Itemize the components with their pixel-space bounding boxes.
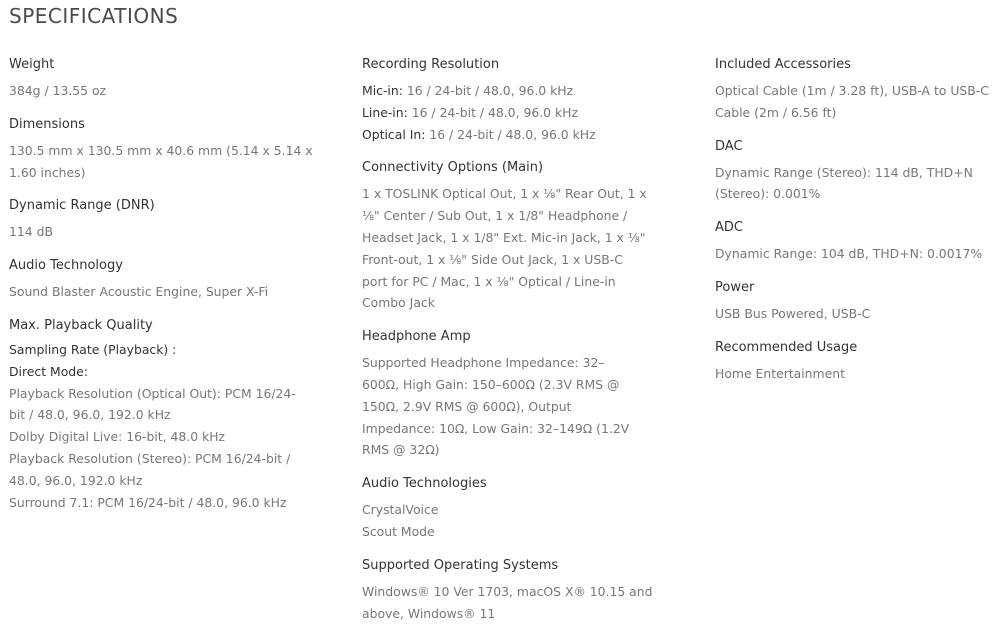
spec-dynamic-range <box>9 195 309 243</box>
spec-value-line: Headset Jack, 1 x 1/8" Ext. Mic-in Jack, 1 x ⅛" <box>362 229 646 245</box>
spec-value-line: ⅛" Center / Sub Out, 1 x 1/8" Headphone / <box>362 208 628 224</box>
spec-value-line: 114 dB <box>9 224 53 240</box>
spec-heading: Power <box>715 279 755 295</box>
spec-heading: Supported Operating Systems <box>362 557 559 573</box>
spec-value <box>715 363 995 385</box>
spec-heading: Audio Technology <box>9 258 123 274</box>
spec-value <box>362 80 652 145</box>
spec-value-line: (Stereo): 0.001% <box>715 186 821 202</box>
spec-value <box>9 221 309 243</box>
spec-value-line: Surround 7.1: PCM 16/24-bit / 48.0, 96.0 kHz <box>9 494 287 510</box>
spec-value-line: Dynamic Range (Stereo): 114 dB, THD+N <box>715 164 973 180</box>
spec-heading: Dynamic Range (DNR) <box>9 198 155 214</box>
spec-value <box>9 339 309 513</box>
spec-row-value: 16 / 24-bit / 48.0, 96.0 kHz <box>402 83 574 98</box>
spec-value-line: 600Ω, High Gain: 150–600Ω (2.3V RMS @ <box>362 376 620 392</box>
spec-recording-resolution <box>362 54 652 145</box>
spec-recommended-usage <box>715 337 995 385</box>
spec-value-line: USB Bus Powered, USB-C <box>715 305 871 321</box>
spec-heading: Included Accessories <box>715 57 851 72</box>
spec-row-label: Optical In: <box>362 126 426 142</box>
spec-heading: Max. Playback Quality <box>9 317 153 333</box>
spec-value-line: Cable (2m / 6.56 ft) <box>715 104 837 120</box>
spec-max-playback-quality <box>9 315 309 513</box>
spec-value <box>715 303 995 325</box>
spec-value-line <box>362 80 652 102</box>
spec-heading: ADC <box>715 220 743 236</box>
spec-sub-heading: Sampling Rate (Playback) : <box>9 341 177 357</box>
spec-heading: Audio Technologies <box>362 476 487 492</box>
spec-value-line: Scout Mode <box>362 523 435 539</box>
spec-value-line: Impedance: 10Ω, Low Gain: 32–149Ω (1.2V <box>362 420 630 436</box>
spec-row-value: 16 / 24-bit / 48.0, 96.0 kHz <box>407 104 578 120</box>
spec-value <box>362 499 652 543</box>
spec-heading: Dimensions <box>9 116 85 132</box>
spec-value-line: Windows® 10 Ver 1703, macOS X® 10.15 and <box>362 583 653 599</box>
spec-value-line: Dolby Digital Live: 16-bit, 48.0 kHz <box>9 429 226 445</box>
spec-power <box>715 277 995 325</box>
spec-value-line <box>362 102 652 124</box>
spec-included-accessories <box>715 54 995 124</box>
spec-row-value: 16 / 24-bit / 48.0, 96.0 kHz <box>425 126 596 142</box>
spec-sub-heading: Direct Mode: <box>9 363 88 379</box>
spec-value-line: bit / 48.0, 96.0, 192.0 kHz <box>9 407 171 423</box>
spec-value-line: Playback Resolution (Stereo): PCM 16/24-bit / <box>9 450 291 466</box>
spec-value-line: RMS @ 32Ω) <box>362 442 440 458</box>
spec-value <box>9 80 309 102</box>
spec-value-line: Playback Resolution (Optical Out): PCM 16/24- <box>9 385 296 401</box>
spec-value-line: 150Ω, 2.9V RMS @ 600Ω), Output <box>362 398 572 414</box>
spec-heading: Recommended Usage <box>715 339 858 355</box>
spec-value-line: Dynamic Range: 104 dB, THD+N: 0.0017% <box>715 246 983 262</box>
spec-weight <box>9 54 309 102</box>
spec-value <box>362 183 652 314</box>
spec-value <box>9 281 309 303</box>
spec-value-line: Home Entertainment <box>715 365 845 381</box>
spec-headphone-amp <box>362 326 652 461</box>
spec-value-line: CrystalVoice <box>362 502 439 518</box>
spec-value-line <box>362 124 652 146</box>
page-title: SPECIFICATIONS <box>9 4 179 28</box>
spec-value-line: 48.0, 96.0, 192.0 kHz <box>9 472 143 488</box>
spec-value <box>715 243 995 265</box>
spec-row-label: Line-in: <box>362 104 408 120</box>
spec-value <box>715 80 995 124</box>
spec-value-line: Supported Headphone Impedance: 32– <box>362 355 605 371</box>
spec-value-line: 130.5 mm x 130.5 mm x 40.6 mm (5.14 x 5.14 x <box>9 142 313 158</box>
spec-column-1 <box>9 54 313 525</box>
spec-value-line: above, Windows® 11 <box>362 605 496 621</box>
spec-column-2 <box>362 54 652 636</box>
spec-value-line: Optical Cable (1m / 3.28 ft), USB-A to USB-C <box>715 83 989 98</box>
spec-supported-os <box>362 555 652 625</box>
spec-heading: DAC <box>715 138 743 154</box>
spec-heading: Recording Resolution <box>362 57 500 72</box>
spec-value-line: port for PC / Mac, 1 x ⅛" Optical / Line-in <box>362 273 616 289</box>
spec-value-line: Sound Blaster Acoustic Engine, Super X-Fi <box>9 284 269 300</box>
spec-value-line: Front-out, 1 x ⅛" Side Out Jack, 1 x USB-C <box>362 251 623 267</box>
spec-dimensions <box>9 114 313 184</box>
spec-connectivity-options <box>362 157 652 314</box>
spec-value-line: 384g / 13.55 oz <box>9 83 107 98</box>
spec-audio-technologies <box>362 473 652 543</box>
spec-column-3 <box>715 54 995 397</box>
spec-value-line: Combo Jack <box>362 295 435 311</box>
spec-heading: Headphone Amp <box>362 329 471 345</box>
spec-value <box>9 140 313 184</box>
spec-value-line: 1.60 inches) <box>9 164 86 180</box>
spec-audio-technology <box>9 255 309 303</box>
spec-dac <box>715 136 995 206</box>
spec-value <box>362 352 652 461</box>
spec-value-line: 1 x TOSLINK Optical Out, 1 x ⅛" Rear Out, 1 x <box>362 186 647 202</box>
spec-heading: Weight <box>9 57 55 72</box>
spec-value <box>362 581 652 625</box>
spec-adc <box>715 217 995 265</box>
spec-row-label: Mic-in: <box>362 83 403 98</box>
spec-value <box>715 162 995 206</box>
spec-heading: Connectivity Options (Main) <box>362 160 544 176</box>
